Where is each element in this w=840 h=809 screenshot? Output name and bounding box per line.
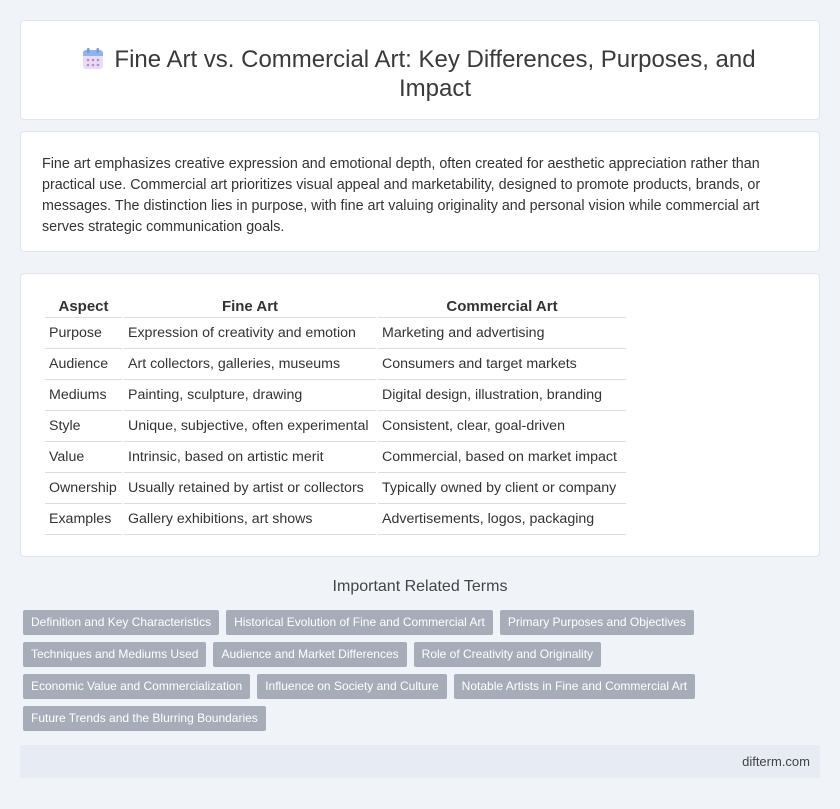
table-cell: Ownership: [45, 473, 122, 504]
table-cell: Examples: [45, 504, 122, 535]
table-header-row: [45, 296, 626, 318]
table-row: [45, 504, 626, 535]
table-row: [45, 411, 626, 442]
tag-row: [23, 610, 763, 635]
table-row: [45, 442, 626, 473]
intro-card: [20, 131, 820, 252]
column-header-fine-art: Fine Art: [124, 296, 376, 318]
table-cell: Intrinsic, based on artistic merit: [124, 442, 376, 473]
comparison-table-card: [20, 273, 820, 557]
tag-row: [23, 674, 763, 699]
page-title: Fine Art vs. Commercial Art: Key Differences, Purposes, and Impact: [114, 46, 756, 102]
tag-influence-society[interactable]: Influence on Society and Culture: [257, 674, 446, 699]
column-header-commercial-art: Commercial Art: [378, 296, 626, 318]
table-cell: Value: [45, 442, 122, 473]
table-cell: Style: [45, 411, 122, 442]
table-row: [45, 473, 626, 504]
related-terms-heading: Important Related Terms: [332, 578, 508, 595]
column-header-aspect: Aspect: [45, 296, 122, 318]
footer: [20, 745, 820, 778]
comparison-table: [43, 296, 628, 535]
tag-definition-key-characteristics[interactable]: Definition and Key Characteristics: [23, 610, 219, 635]
tag-economic-value[interactable]: Economic Value and Commercialization: [23, 674, 250, 699]
header-card: [20, 20, 820, 120]
tag-audience-market[interactable]: Audience and Market Differences: [213, 642, 406, 667]
table-cell: Mediums: [45, 380, 122, 411]
table-cell: Gallery exhibitions, art shows: [124, 504, 376, 535]
table-row: [45, 318, 626, 349]
table-row: [45, 380, 626, 411]
tag-historical-evolution[interactable]: Historical Evolution of Fine and Commercial Art: [226, 610, 493, 635]
tag-role-creativity[interactable]: Role of Creativity and Originality: [414, 642, 601, 667]
table-cell: Commercial, based on market impact: [378, 442, 626, 473]
table-cell: Purpose: [45, 318, 122, 349]
table-cell: Typically owned by client or company: [378, 473, 626, 504]
tag-future-trends[interactable]: Future Trends and the Blurring Boundaries: [23, 706, 266, 731]
tag-row: [23, 706, 763, 731]
footer-site-link[interactable]: difterm.com: [742, 754, 810, 769]
table-cell: Consumers and target markets: [378, 349, 626, 380]
table-cell: Consistent, clear, goal-driven: [378, 411, 626, 442]
table-cell: Advertisements, logos, packaging: [378, 504, 626, 535]
table-cell: Marketing and advertising: [378, 318, 626, 349]
intro-paragraph: Fine art emphasizes creative expression and emotional depth, often created for aesthetic appreciation rather than practical use. Commercial art prioritizes visual appeal and marketability, designed to promote products, brands, or messages. The distinction lies in purpose, with fine art valuing originality and personal vision while commercial art serves strategic communication goals.: [42, 156, 761, 235]
related-terms-list: [23, 610, 763, 738]
tag-row: [23, 642, 763, 667]
table-row: [45, 349, 626, 380]
table-cell: Expression of creativity and emotion: [124, 318, 376, 349]
tag-techniques-mediums[interactable]: Techniques and Mediums Used: [23, 642, 206, 667]
table-cell: Usually retained by artist or collectors: [124, 473, 376, 504]
table-cell: Digital design, illustration, branding: [378, 380, 626, 411]
table-cell: Unique, subjective, often experimental: [124, 411, 376, 442]
tag-notable-artists[interactable]: Notable Artists in Fine and Commercial Art: [454, 674, 695, 699]
table-cell: Art collectors, galleries, museums: [124, 349, 376, 380]
table-cell: Audience: [45, 349, 122, 380]
table-cell: Painting, sculpture, drawing: [124, 380, 376, 411]
tag-primary-purposes[interactable]: Primary Purposes and Objectives: [500, 610, 694, 635]
